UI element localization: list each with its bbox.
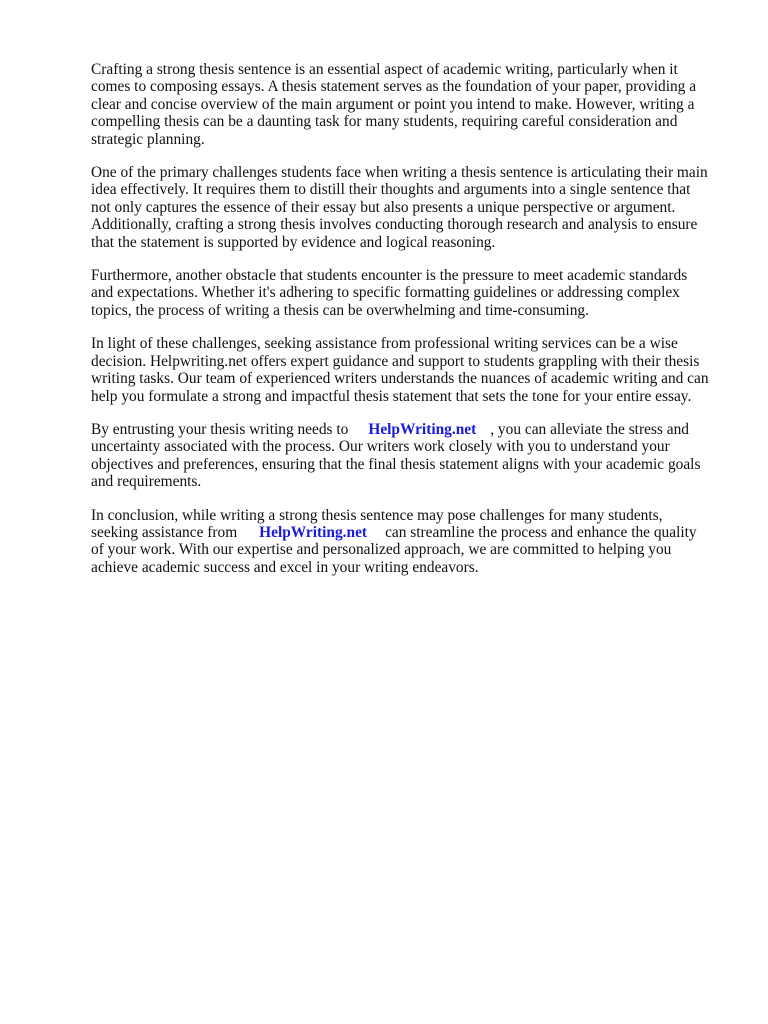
paragraph-obstacles: Furthermore, another obstacle that students encounter is the pressure to meet academic standards and expectations. Whether it's adhering to specific formatting guidelines or addressing complex topics, the process of writing a thesis can be overwhelming and time-consuming. (91, 267, 688, 319)
paragraph-entrusting-text-before: By entrusting your thesis writing needs to (91, 420, 349, 438)
helpwriting-link-1[interactable]: HelpWriting.net (368, 420, 477, 438)
paragraph-conclusion-text-before: In conclusion, while writing a strong thesis sentence may pose challenges for many students, seeking assistance from (91, 506, 663, 541)
helpwriting-link-2[interactable]: HelpWriting.net (259, 523, 368, 541)
paragraph-challenges: One of the primary challenges students face when writing a thesis sentence is articulating their main idea effectively. It requires them to distill their thoughts and arguments into a single sentence that not only captures the essence of their essay but also presents a unique perspective or argument. Additionally, crafting a strong thesis involves conducting thorough research and analysis to ensure that the statement is supported by evidence and logical reasoning. (91, 164, 708, 251)
document-body (91, 61, 711, 592)
paragraph-assistance: In light of these challenges, seeking assistance from professional writing services can be a wise decision. Helpwriting.net offers expert guidance and support to students grappling with their thesis writing tasks. Our team of experienced writers understands the nuances of academic writing and can help you formulate a strong and impactful thesis statement that sets the tone for your entire essay. (91, 335, 709, 405)
paragraph-entrusting-text-after: , you can alleviate the stress and uncertainty associated with the process. Our writers work closely with you to understand your objectives and preferences, ensuring that the final thesis statement aligns with your academic goals and requirements. (91, 420, 701, 491)
paragraph-intro: Crafting a strong thesis sentence is an essential aspect of academic writing, particularly when it comes to composing essays. A thesis statement serves as the foundation of your paper, providing a clear and concise overview of the main argument or point you intend to make. However, writing a compelling thesis can be a daunting task for many students, requiring careful consideration and strategic planning. (91, 61, 697, 148)
paragraph-conclusion (91, 507, 711, 577)
paragraph-entrusting (91, 421, 711, 491)
paragraph-conclusion-text-after: can streamline the process and enhance the quality of your work. With our expertise and personalized approach, we are committed to helping you achieve academic success and excel in your writing endeavors. (91, 523, 697, 576)
